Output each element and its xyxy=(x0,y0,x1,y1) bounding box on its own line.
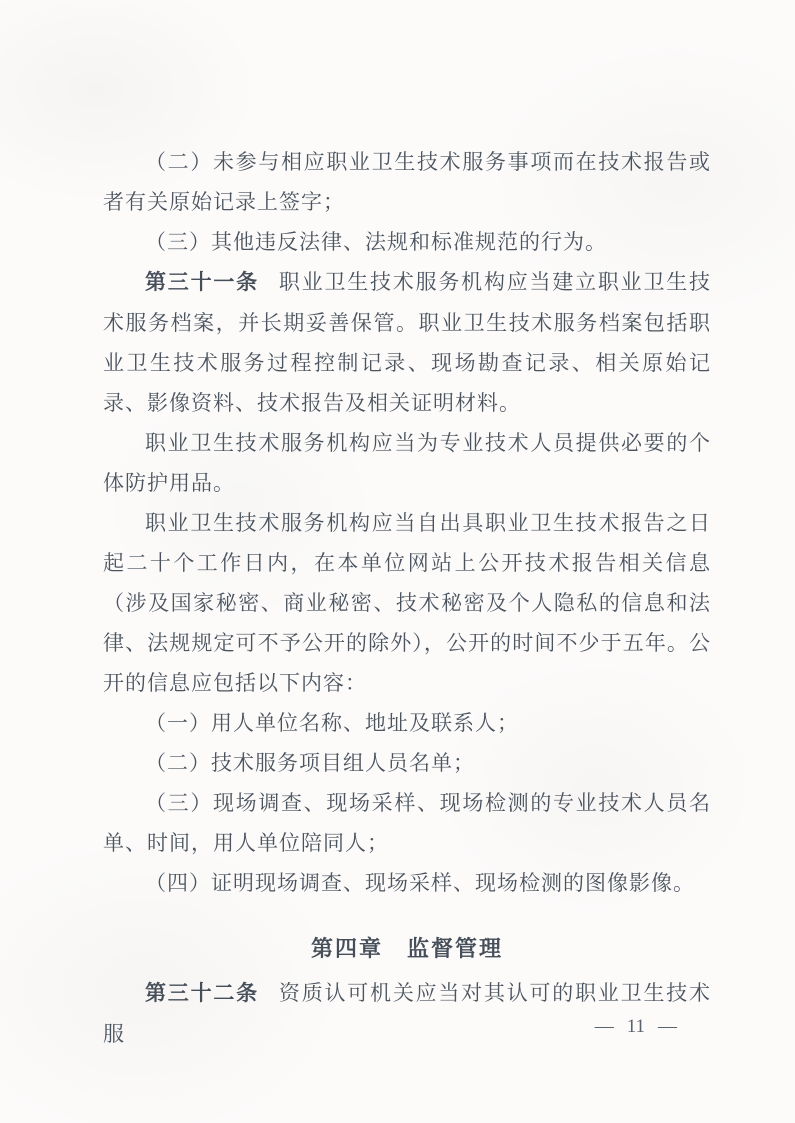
disclosure-paragraph xyxy=(103,503,711,703)
list-item-3-paragraph xyxy=(103,783,711,863)
paragraph-text: （三）现场调查、现场采样、现场检测的专业技术人员名单、时间，用人单位陪同人； xyxy=(103,791,711,855)
paragraph-text: （二）技术服务项目组人员名单； xyxy=(145,751,475,775)
article-32-paragraph xyxy=(103,973,711,1054)
list-item-2-paragraph xyxy=(103,743,711,783)
ppe-paragraph xyxy=(103,423,711,503)
clause-2-paragraph xyxy=(103,142,711,222)
list-item-4-paragraph xyxy=(103,863,711,903)
paragraph-text: 职业卫生技术服务机构应当自出具职业卫生技术报告之日起二十个工作日内，在本单位网站上公开技术报告相关信息（涉及国家秘密、商业秘密、技术秘密及个人隐私的信息和法律、法规规定可不予公开的除外），公开的时间不少于五年。公开的信息应包括以下内容： xyxy=(103,511,711,695)
paragraph-text: 职业卫生技术服务机构应当建立职业卫生技术服务档案，并长期妥善保管。职业卫生技术服务档案包括职业卫生技术服务过程控制记录、现场勘查记录、相关原始记录、影像资料、技术报告及相关证明材料。 xyxy=(103,270,712,415)
page-number-footer xyxy=(595,1016,677,1038)
footer-dash-left: — xyxy=(594,1016,614,1037)
paragraph-text: （一）用人单位名称、地址及联系人； xyxy=(145,711,519,735)
footer-dash-right: — xyxy=(658,1016,677,1037)
article-number: 第三十二条 xyxy=(145,982,259,1005)
list-item-1-paragraph xyxy=(103,703,711,743)
paragraph-text: （三）其他违反法律、法规和标准规范的行为。 xyxy=(145,230,607,254)
paragraph-text: 资质认可机关应当对其认可的职业卫生技术服 xyxy=(103,981,712,1046)
article-number: 第三十一条 xyxy=(145,271,259,294)
article-31-paragraph xyxy=(103,262,711,423)
clause-3-paragraph xyxy=(103,222,711,262)
chapter-heading: 第四章 监督管理 xyxy=(310,936,503,961)
footer-page-number: 11 xyxy=(626,1016,645,1037)
document-body xyxy=(103,142,711,1054)
paragraph-text: 职业卫生技术服务机构应当为专业技术人员提供必要的个体防护用品。 xyxy=(103,431,711,495)
paragraph-text: （二）未参与相应职业卫生技术服务事项而在技术报告或者有关原始记录上签字； xyxy=(103,150,711,214)
paragraph-text: （四）证明现场调查、现场采样、现场检测的图像影像。 xyxy=(145,871,695,895)
